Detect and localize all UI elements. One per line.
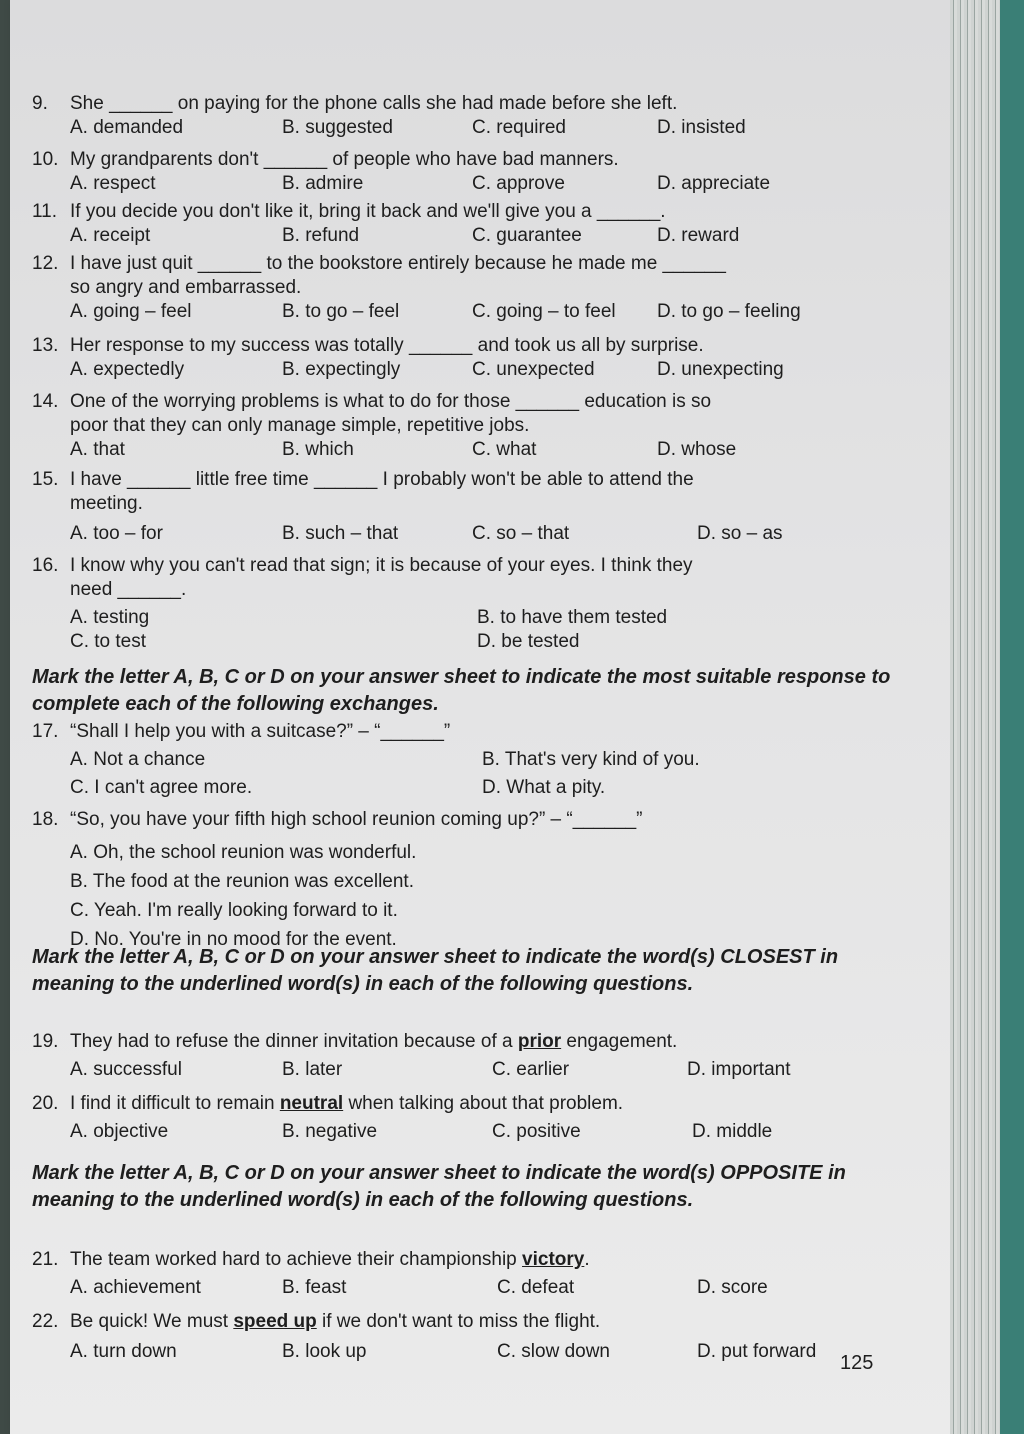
- question-stem-continued: poor that they can only manage simple, repetitive jobs.: [70, 415, 530, 436]
- question-stem: 16. I know why you can't read that sign; it is because of your eyes. I think they: [32, 555, 693, 576]
- option-d: D. reward: [657, 225, 740, 246]
- option-a: A. successful: [70, 1059, 182, 1080]
- option-b: B. suggested: [282, 117, 393, 138]
- options-row: [32, 172, 932, 196]
- option-b: B. negative: [282, 1121, 378, 1142]
- option-c: C. required: [472, 117, 566, 138]
- option-d: D. important: [687, 1059, 791, 1080]
- option-c: C. what: [472, 439, 537, 460]
- instruction-opposite: Mark the letter A, B, C or D on your answer sheet to indicate the word(s) OPPOSITE in meaning to the underlined word(s) in each of the following questions.: [32, 1162, 846, 1211]
- option-d: D. No. You're in no mood for the event.: [70, 929, 397, 950]
- option-a: A. achievement: [70, 1277, 201, 1298]
- option-c: C. positive: [492, 1121, 581, 1142]
- question-18: [32, 808, 932, 954]
- option-a: A. receipt: [70, 225, 151, 246]
- underlined-word: prior: [517, 1031, 562, 1052]
- options-row: [32, 1058, 932, 1082]
- options-row: [32, 1340, 932, 1364]
- page-number: 125: [840, 1352, 874, 1374]
- options-row: [32, 438, 932, 462]
- question-20: [32, 1092, 932, 1144]
- question-13: [32, 334, 932, 382]
- underlined-word: speed up: [233, 1311, 317, 1332]
- option-b: B. later: [282, 1059, 343, 1080]
- options-row: [32, 116, 932, 140]
- option-d: D. be tested: [477, 631, 580, 652]
- option-d: D. middle: [692, 1121, 773, 1142]
- question-stem: 9. She ______ on paying for the phone calls she had made before she left.: [32, 93, 678, 114]
- option-c: C. defeat: [497, 1277, 575, 1298]
- options-row: [32, 1120, 932, 1144]
- option-b: B. to go – feel: [282, 301, 400, 322]
- option-c: C. so – that: [472, 523, 570, 544]
- options-row: [32, 748, 932, 772]
- option-b: B. which: [282, 439, 354, 460]
- question-17: [32, 720, 932, 800]
- question-stem: 22. Be quick! We must speed up if we don't want to miss the flight.: [32, 1311, 601, 1332]
- option-a: A. going – feel: [70, 301, 192, 322]
- option-b: B. to have them tested: [477, 607, 668, 628]
- option-a: A. testing: [70, 607, 150, 628]
- options-row: [32, 1276, 932, 1300]
- option-c: C. I can't agree more.: [70, 777, 253, 798]
- book-page: [10, 0, 950, 1434]
- options-row: [32, 776, 932, 800]
- option-a: A. demanded: [70, 117, 184, 138]
- options-row: [32, 630, 932, 654]
- question-stem: 10. My grandparents don't ______ of people who have bad manners.: [32, 149, 619, 170]
- option-d: D. score: [697, 1277, 768, 1298]
- option-b: B. such – that: [282, 523, 399, 544]
- option-c: C. guarantee: [472, 225, 582, 246]
- options-row: [32, 300, 932, 324]
- option-b: B. look up: [282, 1341, 367, 1362]
- option-b: B. admire: [282, 173, 364, 194]
- option-a: A. turn down: [70, 1341, 177, 1362]
- option-a: A. objective: [70, 1121, 169, 1142]
- instruction-closest: Mark the letter A, B, C or D on your answer sheet to indicate the word(s) CLOSEST in meaning to the underlined word(s) in each of the following questions.: [32, 946, 839, 995]
- option-c: C. to test: [70, 631, 147, 652]
- question-22: [32, 1310, 932, 1364]
- option-d: D. insisted: [657, 117, 746, 138]
- underlined-word: victory: [522, 1249, 585, 1270]
- option-b: B. feast: [282, 1277, 347, 1298]
- option-b: B. refund: [282, 225, 360, 246]
- option-d: D. What a pity.: [482, 777, 606, 798]
- option-d: D. whose: [657, 439, 737, 460]
- question-12: [32, 252, 932, 324]
- question-16: [32, 554, 932, 654]
- option-b: B. That's very kind of you.: [482, 749, 700, 770]
- question-stem: 14. One of the worrying problems is what to do for those ______ education is so: [32, 391, 712, 412]
- question-11: [32, 200, 932, 248]
- option-a: A. that: [70, 439, 125, 460]
- question-19: [32, 1030, 932, 1082]
- question-stem: 13. Her response to my success was totally ______ and took us all by surprise.: [32, 335, 704, 356]
- question-14: [32, 390, 932, 462]
- option-a: A. Not a chance: [70, 749, 206, 770]
- options-row: [32, 224, 932, 248]
- option-a: A. expectedly: [70, 359, 185, 380]
- question-stem: 15. I have ______ little free time ______ I probably won't be able to attend the: [32, 469, 694, 490]
- options-row: [32, 606, 932, 630]
- option-a: A. Oh, the school reunion was wonderful.: [70, 842, 417, 863]
- options-row: [32, 522, 932, 546]
- option-a: A. respect: [70, 173, 156, 194]
- question-stem-continued: meeting.: [70, 493, 143, 514]
- option-b: B. expectingly: [282, 359, 401, 380]
- book-cover-edge: [1000, 0, 1024, 1434]
- option-d: D. unexpecting: [657, 359, 784, 380]
- question-21: [32, 1248, 932, 1300]
- question-stem: 11. If you decide you don't like it, bring it back and we'll give you a ______.: [32, 201, 666, 222]
- question-stem: 20. I find it difficult to remain neutral when talking about that problem.: [32, 1093, 624, 1114]
- option-d: D. appreciate: [657, 173, 771, 194]
- option-d: D. to go – feeling: [657, 301, 801, 322]
- question-10: [32, 148, 932, 196]
- option-c: C. approve: [472, 173, 565, 194]
- option-c: C. Yeah. I'm really looking forward to it.: [70, 900, 398, 921]
- question-stem: 17. “Shall I help you with a suitcase?” – “______”: [32, 721, 451, 742]
- question-stem: 18. “So, you have your fifth high school reunion coming up?” – “______”: [32, 809, 643, 830]
- underlined-word: neutral: [279, 1093, 344, 1114]
- option-d: D. so – as: [697, 523, 783, 544]
- question-stem: 19. They had to refuse the dinner invitation because of a prior engagement.: [32, 1031, 678, 1052]
- option-c: C. earlier: [492, 1059, 570, 1080]
- option-c: C. unexpected: [472, 359, 595, 380]
- instruction-exchanges: Mark the letter A, B, C or D on your answer sheet to indicate the most suitable response to complete each of the following exchanges.: [32, 666, 891, 715]
- option-b: B. The food at the reunion was excellent.: [70, 871, 414, 892]
- question-stem-continued: need ______.: [70, 579, 187, 600]
- question-9: [32, 92, 932, 140]
- question-stem: 21. The team worked hard to achieve their championship victory.: [32, 1249, 590, 1270]
- question-stem-continued: so angry and embarrassed.: [70, 277, 302, 298]
- options-row: [32, 358, 932, 382]
- option-c: C. slow down: [497, 1341, 610, 1362]
- option-a: A. too – for: [70, 523, 163, 544]
- question-stem: 12. I have just quit ______ to the bookstore entirely because he made me ______: [32, 253, 726, 274]
- option-d: D. put forward: [697, 1341, 817, 1362]
- option-c: C. going – to feel: [472, 301, 616, 322]
- question-15: [32, 468, 932, 546]
